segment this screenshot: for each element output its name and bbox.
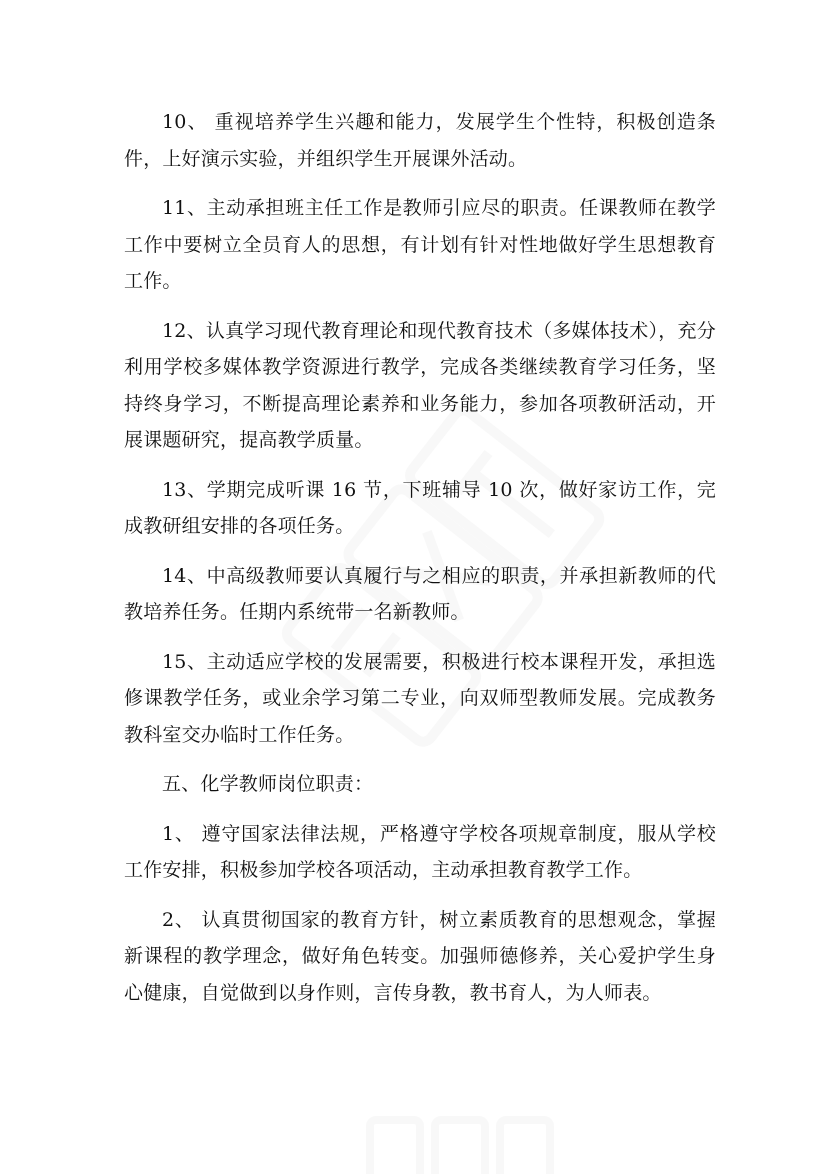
paragraph-14: 14、中高级教师要认真履行与之相应的职责，并承担新教师的代教培养任务。任期内系统带一名新教师。	[124, 564, 716, 623]
paragraph-15: 15、主动适应学校的发展需要，积极进行校本课程开发，承担选修课教学任务，或业余学习第二专业，向双师型教师发展。完成教务教科室交办临时工作任务。	[124, 650, 716, 746]
paragraph-10: 10、 重视培养学生兴趣和能力，发展学生个性特，积极创造条件，上好演示实验，并组织学生开展课外活动。	[124, 111, 716, 170]
paragraph-chem-1: 1、 遵守国家法律法规，严格遵守学校各项规章制度，服从学校工作安排，积极参加学校各项活动，主动承担教育教学工作。	[124, 822, 716, 881]
paragraph-13: 13、学期完成听课 16 节，下班辅导 10 次，做好家访工作，完成教研组安排的各项任务。	[124, 478, 716, 537]
document-body	[124, 104, 716, 1024]
watermark-bottom-icon	[350, 1080, 570, 1174]
paragraph-12: 12、认真学习现代教育理论和现代教育技术（多媒体技术），充分利用学校多媒体教学资源进行教学，完成各类继续教育学习任务，坚持终身学习，不断提高理论素养和业务能力，参加各项教研活动，开展课题研究，提高教学质量。	[124, 319, 716, 451]
paragraph-chem-2: 2、 认真贯彻国家的教育方针，树立素质教育的思想观念，掌握新课程的教学理念，做好角色转变。加强师德修养，关心爱护学生身心健康，自觉做到以身作则，言传身教，教书育人，为人师表。	[124, 908, 716, 1004]
section-heading-chemistry: 五、化学教师岗位职责：	[162, 773, 374, 795]
paragraph-11: 11、主动承担班主任工作是教师引应尽的职责。任课教师在教学工作中要树立全员育人的思想，有计划有针对性地做好学生思想教育工作。	[124, 197, 716, 292]
